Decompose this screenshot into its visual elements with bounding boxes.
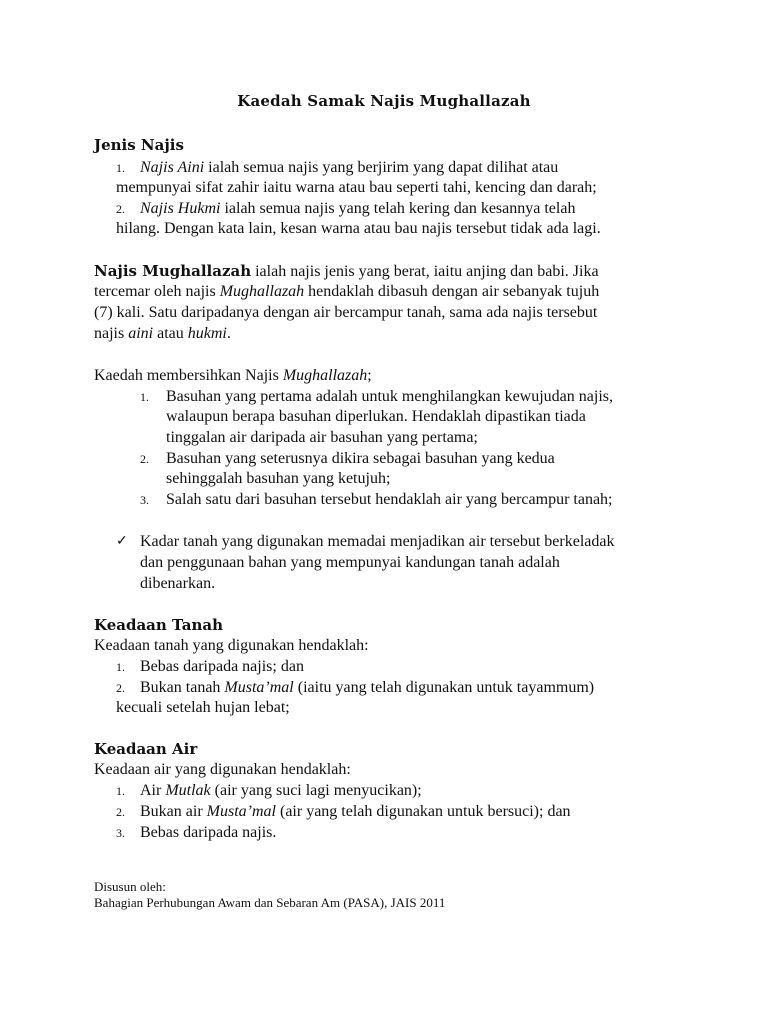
kaedah-intro: Kaedah membersihkan Najis Mughallazah; [94, 367, 372, 384]
kaedah-item-1-line-2: walaupun berapa basuhan diperlukan. Hendaklah dipastikan tiada [166, 408, 586, 425]
page-title: Kaedah Samak Najis Mughallazah [237, 92, 531, 110]
tanah-item-2: Bukan tanah Musta’mal (iaitu yang telah digunakan untuk tayammum) [140, 679, 595, 696]
list-number: 3. [140, 493, 149, 507]
list-item-najis-aini: Najis Aini ialah semua najis yang berjirim yang dapat dilihat atau [140, 159, 559, 176]
list-number: 2. [140, 452, 149, 466]
check-note-line-2: dan penggunaan bahan yang mempunyai kandungan tanah adalah [140, 554, 560, 571]
list-item-continuation: hilang. Dengan kata lain, kesan warna atau bau najis tersebut tidak ada lagi. [116, 220, 601, 237]
list-number: 2. [116, 681, 125, 695]
footer-department: Bahagian Perhubungan Awam dan Sebaran Am (PASA), JAIS 2011 [94, 895, 446, 910]
paragraph-mughallazah-line-3: (7) kali. Satu daripadanya dengan air bercampur tanah, sama ada najis tersebut [94, 304, 598, 321]
tanah-item-1: Bebas daripada najis; dan [140, 658, 304, 675]
tanah-intro: Keadaan tanah yang digunakan hendaklah: [94, 637, 369, 654]
list-number: 2. [116, 202, 125, 216]
kaedah-item-1-line-3: tinggalan air daripada air basuhan yang pertama; [166, 429, 478, 446]
tanah-item-2-line-2: kecuali setelah hujan lebat; [116, 699, 290, 716]
list-number: 1. [116, 161, 125, 175]
air-item-3: Bebas daripada najis. [140, 824, 277, 841]
checkmark-icon: ✓ [116, 534, 128, 549]
kaedah-item-1: Basuhan yang pertama adalah untuk menghilangkan kewujudan najis, [166, 388, 613, 405]
term-najis-hukmi: Najis Hukmi [140, 200, 221, 217]
check-note-line-3: dibenarkan. [140, 575, 216, 592]
term-najis-aini: Najis Aini [140, 159, 205, 176]
list-item-najis-hukmi: Najis Hukmi ialah semua najis yang telah kering dan kesannya telah [140, 200, 576, 217]
heading-keadaan-air: Keadaan Air [94, 740, 198, 758]
footer-prepared-by: Disusun oleh: [94, 879, 166, 894]
list-number: 1. [116, 660, 125, 674]
check-note-line-1: Kadar tanah yang digunakan memadai menjadikan air tersebut berkeladak [140, 533, 615, 550]
paragraph-mughallazah-line-1: Najis Mughallazah ialah najis jenis yang berat, iaitu anjing dan babi. Jika [94, 262, 599, 280]
list-item-continuation: mempunyai sifat zahir iaitu warna atau bau seperti tahi, kencing dan darah; [116, 179, 597, 196]
kaedah-item-2-line-2: sehinggalah basuhan yang ketujuh; [166, 470, 391, 487]
list-number: 3. [116, 826, 125, 840]
list-number: 1. [116, 784, 125, 798]
term-najis-mughallazah: Najis Mughallazah [94, 262, 252, 280]
air-item-1: Air Mutlak (air yang suci lagi menyucikan); [140, 782, 422, 799]
kaedah-item-3: Salah satu dari basuhan tersebut hendaklah air yang bercampur tanah; [166, 491, 613, 508]
paragraph-mughallazah-line-4: najis aini atau hukmi. [94, 325, 231, 342]
heading-jenis-najis: Jenis Najis [94, 136, 184, 154]
list-number: 2. [116, 805, 125, 819]
paragraph-mughallazah-line-2: tercemar oleh najis Mughallazah hendaklah dibasuh dengan air sebanyak tujuh [94, 283, 600, 300]
list-number: 1. [140, 390, 149, 404]
air-intro: Keadaan air yang digunakan hendaklah: [94, 761, 351, 778]
kaedah-item-2: Basuhan yang seterusnya dikira sebagai basuhan yang kedua [166, 450, 555, 467]
air-item-2: Bukan air Musta’mal (air yang telah digunakan untuk bersuci); dan [140, 803, 571, 820]
heading-keadaan-tanah: Keadaan Tanah [94, 616, 224, 634]
